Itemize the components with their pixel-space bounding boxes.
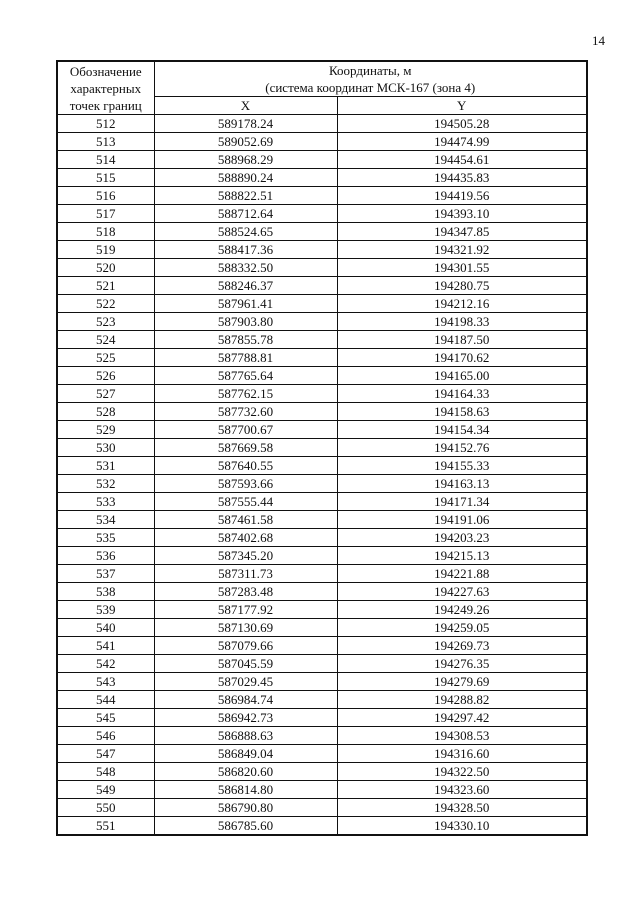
point-cell: 538 bbox=[57, 583, 154, 601]
x-cell: 587765.64 bbox=[154, 367, 337, 385]
y-cell: 194323.60 bbox=[337, 781, 587, 799]
y-cell: 194259.05 bbox=[337, 619, 587, 637]
point-cell: 541 bbox=[57, 637, 154, 655]
point-cell: 528 bbox=[57, 403, 154, 421]
x-cell: 588524.65 bbox=[154, 223, 337, 241]
point-cell: 525 bbox=[57, 349, 154, 367]
y-cell: 194322.50 bbox=[337, 763, 587, 781]
table-row bbox=[57, 349, 587, 367]
y-cell: 194276.35 bbox=[337, 655, 587, 673]
table-row bbox=[57, 241, 587, 259]
table-row bbox=[57, 187, 587, 205]
point-cell: 530 bbox=[57, 439, 154, 457]
y-cell: 194152.76 bbox=[337, 439, 587, 457]
point-cell: 545 bbox=[57, 709, 154, 727]
table-row bbox=[57, 547, 587, 565]
table-row bbox=[57, 799, 587, 817]
page-number: 14 bbox=[592, 33, 605, 48]
x-cell: 586849.04 bbox=[154, 745, 337, 763]
x-cell: 588890.24 bbox=[154, 169, 337, 187]
point-cell: 535 bbox=[57, 529, 154, 547]
point-cell: 537 bbox=[57, 565, 154, 583]
y-cell: 194297.42 bbox=[337, 709, 587, 727]
point-cell: 550 bbox=[57, 799, 154, 817]
table-row bbox=[57, 223, 587, 241]
table-row bbox=[57, 169, 587, 187]
x-cell: 586888.63 bbox=[154, 727, 337, 745]
table-row bbox=[57, 655, 587, 673]
table-row bbox=[57, 619, 587, 637]
y-cell: 194227.63 bbox=[337, 583, 587, 601]
point-cell: 520 bbox=[57, 259, 154, 277]
point-cell: 527 bbox=[57, 385, 154, 403]
x-cell: 587961.41 bbox=[154, 295, 337, 313]
point-cell: 524 bbox=[57, 331, 154, 349]
point-cell: 551 bbox=[57, 817, 154, 836]
point-cell: 521 bbox=[57, 277, 154, 295]
point-cell: 516 bbox=[57, 187, 154, 205]
table-row bbox=[57, 817, 587, 836]
y-cell: 194419.56 bbox=[337, 187, 587, 205]
table-row bbox=[57, 439, 587, 457]
x-cell: 586814.80 bbox=[154, 781, 337, 799]
coordinates-table bbox=[56, 60, 588, 836]
x-cell: 587732.60 bbox=[154, 403, 337, 421]
x-cell: 586785.60 bbox=[154, 817, 337, 836]
table-row bbox=[57, 673, 587, 691]
point-cell: 542 bbox=[57, 655, 154, 673]
x-cell: 587593.66 bbox=[154, 475, 337, 493]
point-cell: 517 bbox=[57, 205, 154, 223]
y-cell: 194155.33 bbox=[337, 457, 587, 475]
x-cell: 587669.58 bbox=[154, 439, 337, 457]
y-cell: 194435.83 bbox=[337, 169, 587, 187]
point-cell: 518 bbox=[57, 223, 154, 241]
point-cell: 539 bbox=[57, 601, 154, 619]
table-row bbox=[57, 259, 587, 277]
x-cell: 588968.29 bbox=[154, 151, 337, 169]
y-cell: 194269.73 bbox=[337, 637, 587, 655]
table-row bbox=[57, 385, 587, 403]
table-row bbox=[57, 493, 587, 511]
point-label-line: точек границ bbox=[69, 98, 142, 113]
point-cell: 514 bbox=[57, 151, 154, 169]
table-row bbox=[57, 421, 587, 439]
y-cell: 194393.10 bbox=[337, 205, 587, 223]
table-row bbox=[57, 709, 587, 727]
x-cell: 587402.68 bbox=[154, 529, 337, 547]
table-row bbox=[57, 637, 587, 655]
point-cell: 513 bbox=[57, 133, 154, 151]
point-label-line: характерных bbox=[70, 81, 142, 96]
x-cell: 587177.92 bbox=[154, 601, 337, 619]
x-cell: 587345.20 bbox=[154, 547, 337, 565]
y-cell: 194328.50 bbox=[337, 799, 587, 817]
y-cell: 194203.23 bbox=[337, 529, 587, 547]
point-label-header bbox=[57, 61, 154, 115]
x-cell: 586790.80 bbox=[154, 799, 337, 817]
x-column-header: X bbox=[154, 97, 337, 115]
y-cell: 194212.16 bbox=[337, 295, 587, 313]
table-row bbox=[57, 403, 587, 421]
point-cell: 544 bbox=[57, 691, 154, 709]
table-header bbox=[57, 61, 587, 115]
point-cell: 526 bbox=[57, 367, 154, 385]
x-cell: 587461.58 bbox=[154, 511, 337, 529]
table-row bbox=[57, 313, 587, 331]
point-cell: 515 bbox=[57, 169, 154, 187]
y-cell: 194158.63 bbox=[337, 403, 587, 421]
x-cell: 589052.69 bbox=[154, 133, 337, 151]
x-cell: 586984.74 bbox=[154, 691, 337, 709]
x-cell: 587029.45 bbox=[154, 673, 337, 691]
y-cell: 194347.85 bbox=[337, 223, 587, 241]
x-cell: 589178.24 bbox=[154, 115, 337, 133]
table-row bbox=[57, 151, 587, 169]
table-row bbox=[57, 115, 587, 133]
point-cell: 534 bbox=[57, 511, 154, 529]
x-cell: 587762.15 bbox=[154, 385, 337, 403]
point-cell: 536 bbox=[57, 547, 154, 565]
table-body bbox=[57, 115, 587, 836]
point-cell: 546 bbox=[57, 727, 154, 745]
x-cell: 587903.80 bbox=[154, 313, 337, 331]
y-cell: 194505.28 bbox=[337, 115, 587, 133]
coords-title: Координаты, м bbox=[329, 63, 412, 78]
x-cell: 587788.81 bbox=[154, 349, 337, 367]
x-cell: 588417.36 bbox=[154, 241, 337, 259]
point-cell: 549 bbox=[57, 781, 154, 799]
table-row bbox=[57, 727, 587, 745]
y-cell: 194163.13 bbox=[337, 475, 587, 493]
table-row bbox=[57, 205, 587, 223]
y-cell: 194474.99 bbox=[337, 133, 587, 151]
point-cell: 540 bbox=[57, 619, 154, 637]
y-cell: 194215.13 bbox=[337, 547, 587, 565]
table-row bbox=[57, 295, 587, 313]
x-cell: 587311.73 bbox=[154, 565, 337, 583]
table-row bbox=[57, 781, 587, 799]
point-cell: 522 bbox=[57, 295, 154, 313]
y-cell: 194170.62 bbox=[337, 349, 587, 367]
x-cell: 587855.78 bbox=[154, 331, 337, 349]
y-cell: 194198.33 bbox=[337, 313, 587, 331]
table-row bbox=[57, 745, 587, 763]
coords-subtitle: (система координат МСК-167 (зона 4) bbox=[265, 80, 476, 95]
y-cell: 194454.61 bbox=[337, 151, 587, 169]
x-cell: 587045.59 bbox=[154, 655, 337, 673]
x-cell: 587700.67 bbox=[154, 421, 337, 439]
x-cell: 587640.55 bbox=[154, 457, 337, 475]
x-cell: 587283.48 bbox=[154, 583, 337, 601]
table-row bbox=[57, 583, 587, 601]
y-cell: 194308.53 bbox=[337, 727, 587, 745]
point-cell: 532 bbox=[57, 475, 154, 493]
y-cell: 194171.34 bbox=[337, 493, 587, 511]
point-label-line: Обозначение bbox=[69, 64, 142, 79]
y-cell: 194301.55 bbox=[337, 259, 587, 277]
y-cell: 194316.60 bbox=[337, 745, 587, 763]
table-row bbox=[57, 511, 587, 529]
y-column-header: Y bbox=[337, 97, 587, 115]
table-row bbox=[57, 475, 587, 493]
point-cell: 548 bbox=[57, 763, 154, 781]
x-cell: 587079.66 bbox=[154, 637, 337, 655]
point-cell: 529 bbox=[57, 421, 154, 439]
table-row bbox=[57, 457, 587, 475]
coords-title-header bbox=[154, 61, 587, 97]
x-cell: 587555.44 bbox=[154, 493, 337, 511]
table-row bbox=[57, 529, 587, 547]
y-cell: 194165.00 bbox=[337, 367, 587, 385]
y-cell: 194154.34 bbox=[337, 421, 587, 439]
table-row bbox=[57, 331, 587, 349]
point-cell: 531 bbox=[57, 457, 154, 475]
table-row bbox=[57, 367, 587, 385]
table-row bbox=[57, 763, 587, 781]
point-cell: 523 bbox=[57, 313, 154, 331]
y-cell: 194321.92 bbox=[337, 241, 587, 259]
x-cell: 588332.50 bbox=[154, 259, 337, 277]
y-cell: 194187.50 bbox=[337, 331, 587, 349]
point-cell: 533 bbox=[57, 493, 154, 511]
point-cell: 543 bbox=[57, 673, 154, 691]
table-row bbox=[57, 277, 587, 295]
table-row bbox=[57, 133, 587, 151]
y-cell: 194249.26 bbox=[337, 601, 587, 619]
point-cell: 512 bbox=[57, 115, 154, 133]
y-cell: 194164.33 bbox=[337, 385, 587, 403]
x-cell: 588712.64 bbox=[154, 205, 337, 223]
x-cell: 586820.60 bbox=[154, 763, 337, 781]
y-cell: 194221.88 bbox=[337, 565, 587, 583]
table-row bbox=[57, 565, 587, 583]
y-cell: 194288.82 bbox=[337, 691, 587, 709]
x-cell: 586942.73 bbox=[154, 709, 337, 727]
x-cell: 588822.51 bbox=[154, 187, 337, 205]
x-cell: 588246.37 bbox=[154, 277, 337, 295]
y-cell: 194279.69 bbox=[337, 673, 587, 691]
y-cell: 194280.75 bbox=[337, 277, 587, 295]
x-cell: 587130.69 bbox=[154, 619, 337, 637]
point-cell: 547 bbox=[57, 745, 154, 763]
y-cell: 194191.06 bbox=[337, 511, 587, 529]
table-row bbox=[57, 691, 587, 709]
table-row bbox=[57, 601, 587, 619]
y-cell: 194330.10 bbox=[337, 817, 587, 836]
point-cell: 519 bbox=[57, 241, 154, 259]
